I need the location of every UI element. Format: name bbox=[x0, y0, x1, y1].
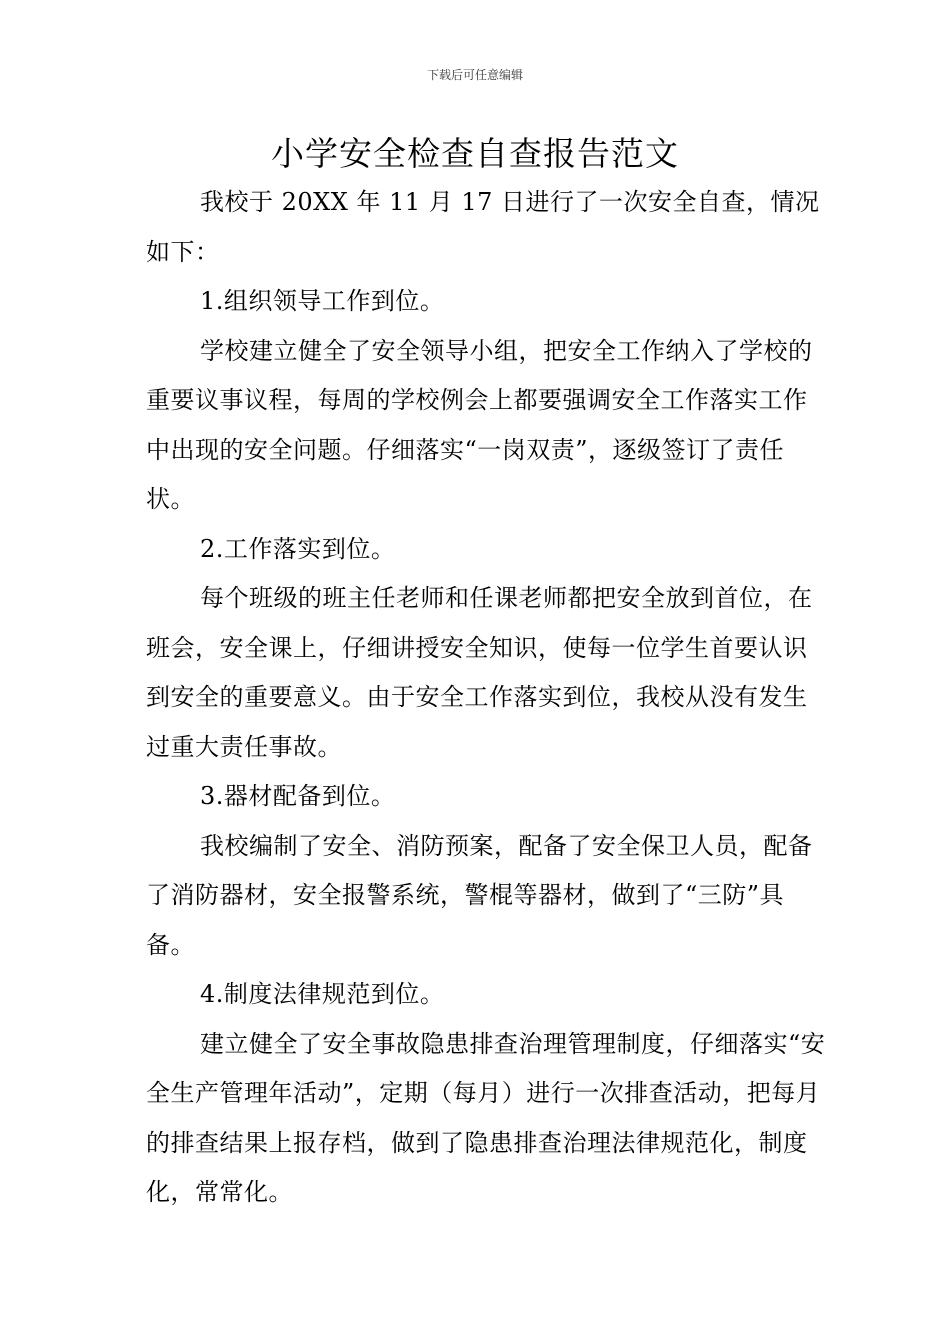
heading-regulations: 4.制度法律规范到位。 bbox=[200, 980, 445, 1008]
paragraph-implementation: 每个班级的班主任老师和任课老师都把安全放到首位，在班会，安全课上，仔细讲授安全知识，使每一位学生首要认识到安全的重要意义。由于安全工作落实到位，我校从没有发生过重大责任事故。 bbox=[146, 584, 813, 761]
document-title: 小学安全检查自查报告范文 bbox=[271, 134, 679, 173]
heading-organization: 1.组织领导工作到位。 bbox=[200, 287, 445, 315]
heading-equipment: 3.器材配备到位。 bbox=[200, 782, 396, 810]
paragraph-organization: 学校建立健全了安全领导小组，把安全工作纳入了学校的重要议事议程，每周的学校例会上都要强调安全工作落实工作中出现的安全问题。仔细落实“一岗双责”，逐级签订了责任状。 bbox=[146, 336, 813, 513]
paragraph-equipment: 我校编制了安全、消防预案，配备了安全保卫人员，配备了消防器材，安全报警系统，警棍等器材，做到了“三防”具备。 bbox=[146, 831, 813, 959]
heading-implementation: 2.工作落实到位。 bbox=[200, 534, 396, 563]
paragraph-regulations: 建立健全了安全事故隐患排查治理管理制度，仔细落实“安全生产管理年活动”，定期（每月）进行一次排查活动，把每月的排查结果上报存档，做到了隐患排查治理法律规范化，制度化，常常化。 bbox=[146, 1029, 826, 1206]
paragraph-intro: 我校于 20XX 年 11 月 17 日进行了一次安全自查，情况如下： bbox=[146, 188, 820, 266]
header-note: 下载后可任意编辑 bbox=[426, 68, 523, 82]
document-body bbox=[146, 178, 826, 1218]
